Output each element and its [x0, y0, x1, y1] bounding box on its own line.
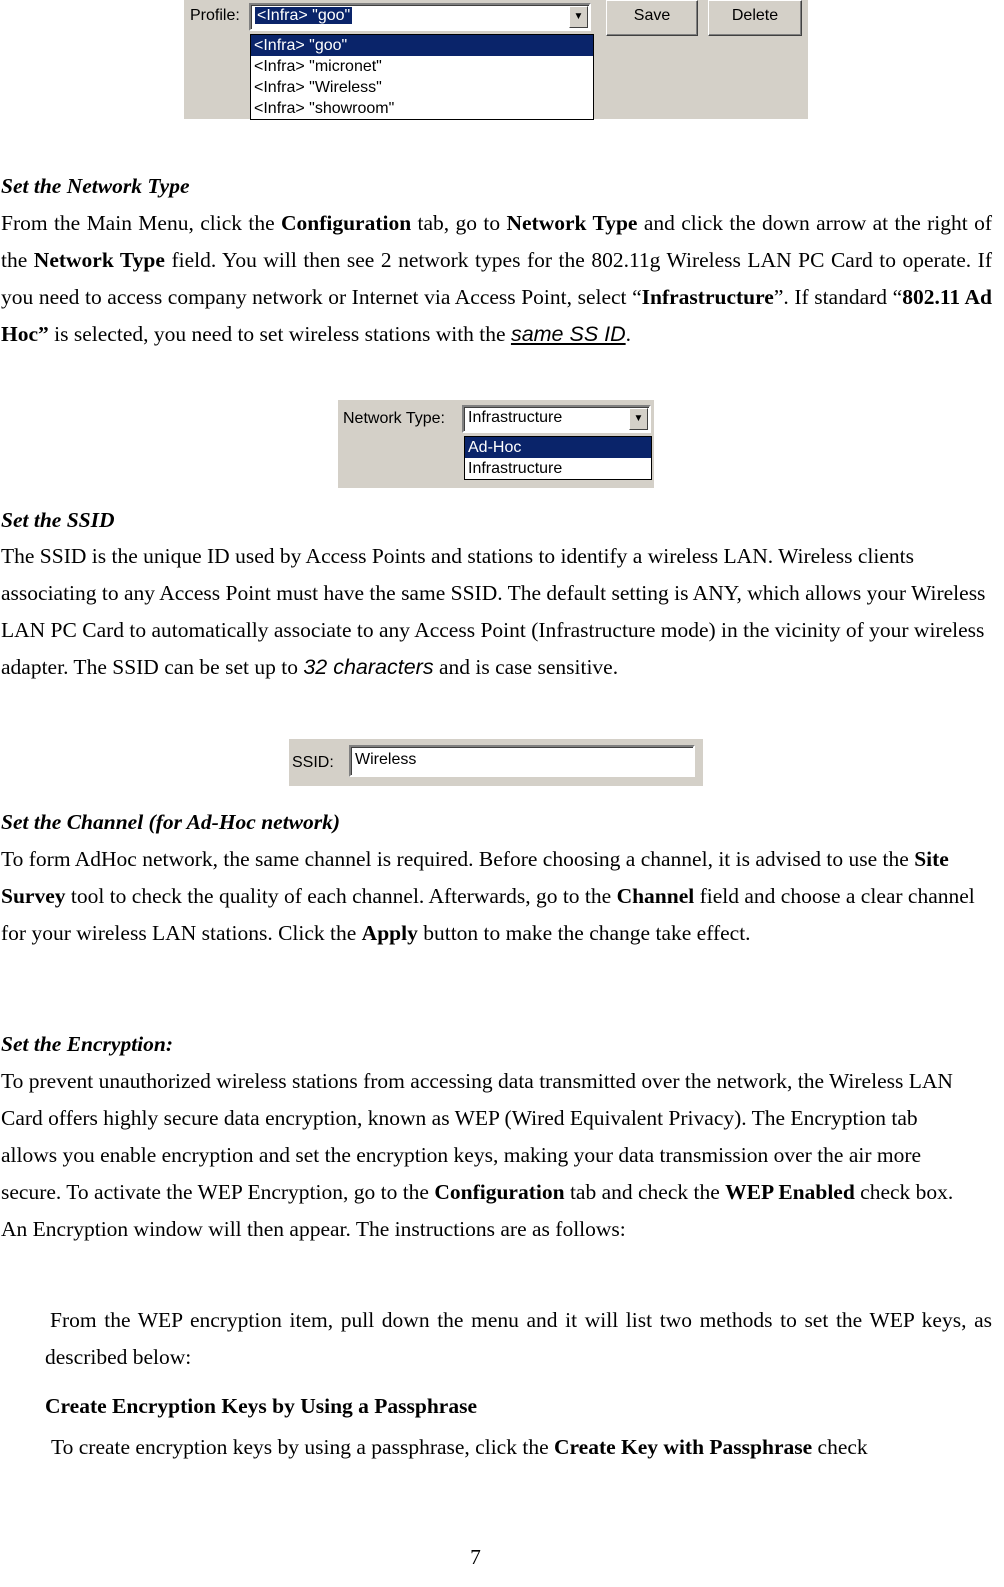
profile-label: Profile:	[190, 7, 240, 24]
profile-option[interactable]: <Infra> "Wireless"	[254, 79, 382, 96]
network-type-dropdown-list	[464, 436, 652, 480]
chevron-down-icon[interactable]: ▼	[629, 408, 648, 430]
profile-select[interactable]	[249, 3, 591, 31]
network-type-label: Network Type:	[343, 410, 445, 427]
channel-paragraph: To form AdHoc network, the same channel is required. Before choosing a channel, it is advised to use the Site Survey tool to check the quality of each channel. Afterwards, go to the Channel field and choose a clear channel for your wireless LAN stations. Click the Apply button to make the change take effect.	[1, 847, 975, 945]
encryption-paragraph: To prevent unauthorized wireless stations from accessing data transmitted over the network, the Wireless LAN Card offers highly secure data encryption, known as WEP (Wired Equivalent Privacy). The Encryption tab allows you enable encryption and set the encryption keys, making your data transmission over the air more secure. To activate the WEP Encryption, go to the Configuration tab and check the WEP Enabled check box. An Encryption window will then appear. The instructions are as follows:	[1, 1069, 954, 1241]
ssid-label: SSID:	[292, 754, 334, 771]
save-button[interactable]: Save	[606, 0, 698, 36]
page-number: 7	[470, 1545, 481, 1569]
passphrase-paragraph: To create encryption keys by using a passphrase, click the Create Key with Passphrase check	[51, 1435, 868, 1459]
channel-heading: Set the Channel (for Ad-Hoc network)	[1, 810, 341, 834]
network-type-select[interactable]	[462, 405, 651, 433]
wep-method-paragraph: From the WEP encryption item, pull down the menu and it will list two methods to set the WEP keys, as described below:	[45, 1308, 992, 1369]
ssid-paragraph: The SSID is the unique ID used by Access Points and stations to identify a wireless LAN. Wireless clients associating to any Access Point must have the same SSID. The default setting is ANY, which allows your Wireless LAN PC Card to automatically associate to any Access Point (Infrastructure mode) in the vicinity of your wireless adapter. The SSID can be set up to 32 characters and is case sensitive.	[1, 544, 986, 679]
profile-option[interactable]: <Infra> "micronet"	[254, 58, 382, 75]
profile-dropdown-list	[250, 34, 594, 120]
ssid-heading: Set the SSID	[1, 508, 115, 532]
network-type-option[interactable]: Ad-Hoc	[465, 437, 651, 458]
network-type-screenshot	[338, 400, 654, 488]
encryption-heading: Set the Encryption:	[1, 1032, 174, 1056]
profile-selected-value: <Infra> "goo"	[257, 7, 351, 24]
network-type-option[interactable]: Infrastructure	[468, 460, 563, 477]
delete-button[interactable]: Delete	[708, 0, 802, 36]
ssid-screenshot	[289, 739, 703, 786]
network-type-heading: Set the Network Type	[1, 174, 190, 198]
chevron-down-icon[interactable]: ▼	[569, 6, 588, 28]
network-type-value: Infrastructure	[468, 409, 563, 426]
passphrase-subheading: Create Encryption Keys by Using a Passphrase	[45, 1394, 478, 1418]
profile-option[interactable]: <Infra> "showroom"	[254, 100, 395, 117]
same-ssid-link[interactable]: same SS ID	[510, 322, 626, 346]
network-type-paragraph: From the Main Menu, click the Configuration tab, go to Network Type and click the down arrow at the right of the Network Type field. You will then see 2 network types for the 802.11g Wireless LAN PC Card to operate. If you need to access company network or Internet via Access Point, select “Infrastructure”. If standard “802.11 Ad Hoc” is selected, you need to set wireless stations with the same SS ID.	[1, 211, 993, 346]
ssid-input[interactable]: Wireless	[349, 745, 695, 777]
profile-option[interactable]: <Infra> "goo"	[251, 35, 593, 56]
profile-screenshot	[184, 0, 808, 119]
